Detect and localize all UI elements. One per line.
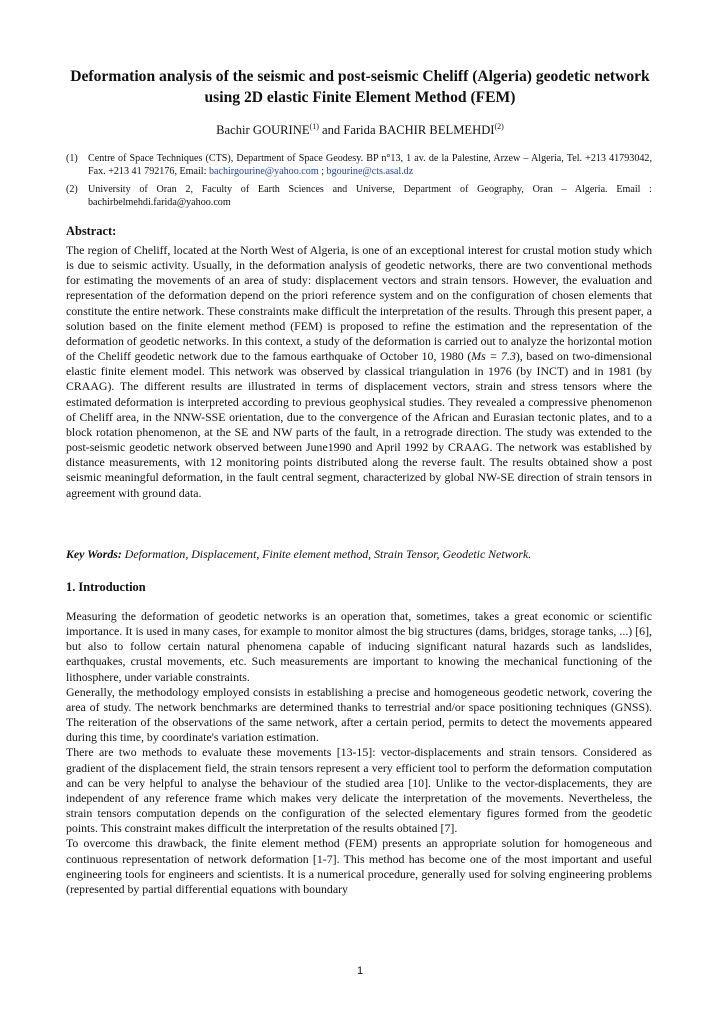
abstract-body	[66, 243, 652, 501]
introduction-paragraph-4: To overcome this drawback, the finite element method (FEM) presents an appropriate solution for homogeneous and continuous representation of network deformation [1-7]. This method has become one of the most important and useful engineering tools for engineers and scientists. It is a numerical procedure, generally used for solving engineering problems (represented by partial differential equations with boundary	[66, 836, 652, 896]
keywords-line	[66, 547, 652, 562]
author-2-affiliation-mark: (2)	[494, 122, 504, 131]
affiliation-2-number: (2)	[66, 184, 78, 195]
affiliation-2-text: University of Oran 2, Faculty of Earth Sciences and Universe, Department of Geography, Oran – Algeria. Email : bachirbelmehdi.farida@yahoo.com	[88, 184, 652, 208]
introduction-paragraph-1: Measuring the deformation of geodetic networks is an operation that, sometimes, takes a great economic or scientific importance. It is used in many cases, for example to monitor almost the big structures (dams, bridges, storage tanks, ...) [6], but also to follow certain natural phenomena capable of inducing significant natural hazards such as landslides, earthquakes, crustal movements, etc. Such measurements are important to knowing the mechanical functioning of the lithosphere, under variable constraints.	[66, 609, 652, 684]
affiliation-1-text: Centre of Space Techniques (CTS), Department of Space Geodesy. BP n°13, 1 av. de la Palestine, Arzew – Algeria, Tel. +213 41793042, Fax. +213 41 792176, Email:	[88, 153, 652, 177]
page-number: 1	[356, 965, 364, 977]
keywords-label: Key Words:	[66, 547, 122, 561]
introduction-paragraph-2: Generally, the methodology employed consists in establishing a precise and homogeneous geodetic network, covering the area of study. The network benchmarks are determined thanks to terrestrial and/or space positioning techniques (GNSS). The reiteration of the observations of the same network, after a certain period, permits to detect the movements appeared during this time, by coordinate's variation estimation.	[66, 684, 652, 745]
affiliation-2	[66, 184, 652, 209]
affiliation-1-email-link-2[interactable]: bgourine@cts.asal.dz	[326, 165, 414, 177]
introduction-body	[66, 609, 652, 897]
author-1-name: Bachir GOURINE	[216, 123, 310, 138]
author-line	[60, 122, 660, 138]
author-2-name: Farida BACHIR BELMEHDI	[343, 123, 495, 138]
abstract-text-part-1: The region of Cheliff, located at the North West of Algeria, is one of an exceptional interest for crustal motion study which is due to seismic activity. Usually, in the deformation analysis of geodetic networks, there are two conventional methods for estimating the movements of an area of study: displacement vectors and strain tensors. However, the evaluation and representation of the deformation depend on the priori reference system and on the configuration of chosen elements that constitute the entire network. These constraints make difficult the interpretation of the results. Through this present paper, a solution based on the finite element method (FEM) is proposed to refine the estimation and the representation of the deformation of geodetic networks. In this context, a study of the deformation is carried out to analyze the horizontal motion of the Cheliff geodetic network due to the famous earthquake of October 10, 1980 (	[66, 243, 652, 364]
author-1-affiliation-mark: (1)	[309, 122, 319, 131]
affiliation-1-number: (1)	[66, 153, 78, 164]
affiliation-1-email-link-1[interactable]: bachirgourine@yahoo.com	[208, 165, 319, 177]
paper-title: Deformation analysis of the seismic and post-seismic Cheliff (Algeria) geodetic network using 2D elastic Finite Element Method (FEM)	[70, 68, 650, 106]
abstract-heading: Abstract:	[66, 224, 117, 238]
magnitude-value: Ms = 7.3	[471, 349, 516, 364]
affiliation-1	[66, 153, 652, 178]
abstract-text-part-2: ), based on two-dimensional elastic finite element model. This network was observed by classical triangulation in 1976 (by INCT) and in 1981 (by CRAAG). The different results are illustrated in terms of displacement vectors, strain and stress tensors where the estimated deformation is interpreted according to previous geophysical studies. They revealed a compressive phenomenon of Cheliff area, in the NNW-SSE orientation, due to the convergence of the African and Eurasian tectonic plates, and to a block rotation phenomenon, at the SE and NW parts of the fault, in a retrograde direction. The study was extended to the post-seismic geodetic network observed between June1990 and April 1992 by CRAAG. The network was established by distance measurements, with 12 monitoring points distributed along the reverse fault. The results obtained show a post seismic meaningful deformation, in the fault central segment, characterized by global NW-SE direction of strain tensors in agreement with ground data.	[66, 349, 652, 500]
email-separator: ;	[318, 165, 327, 177]
introduction-paragraph-3: There are two methods to evaluate these movements [13-15]: vector-displacements and strain tensors. Considered as gradient of the displacement field, the strain tensors represent a very efficient tool to perform the deformation computation and can be very helpful to analyse the behaviour of the studied area [10]. Unlike to the vector-displacements, they are independent of any reference frame which makes very delicate the interpretation of the movements. Nevertheless, the strain tensors computation depends on the configuration of the selected elementary figures formed from the geodetic points. This constraint makes difficult the interpretation of the results obtained [7].	[66, 745, 652, 836]
keywords-text: Deformation, Displacement, Finite element method, Strain Tensor, Geodetic Network.	[121, 547, 532, 561]
author-conjunction: and	[322, 123, 341, 138]
introduction-heading: 1. Introduction	[66, 580, 146, 594]
